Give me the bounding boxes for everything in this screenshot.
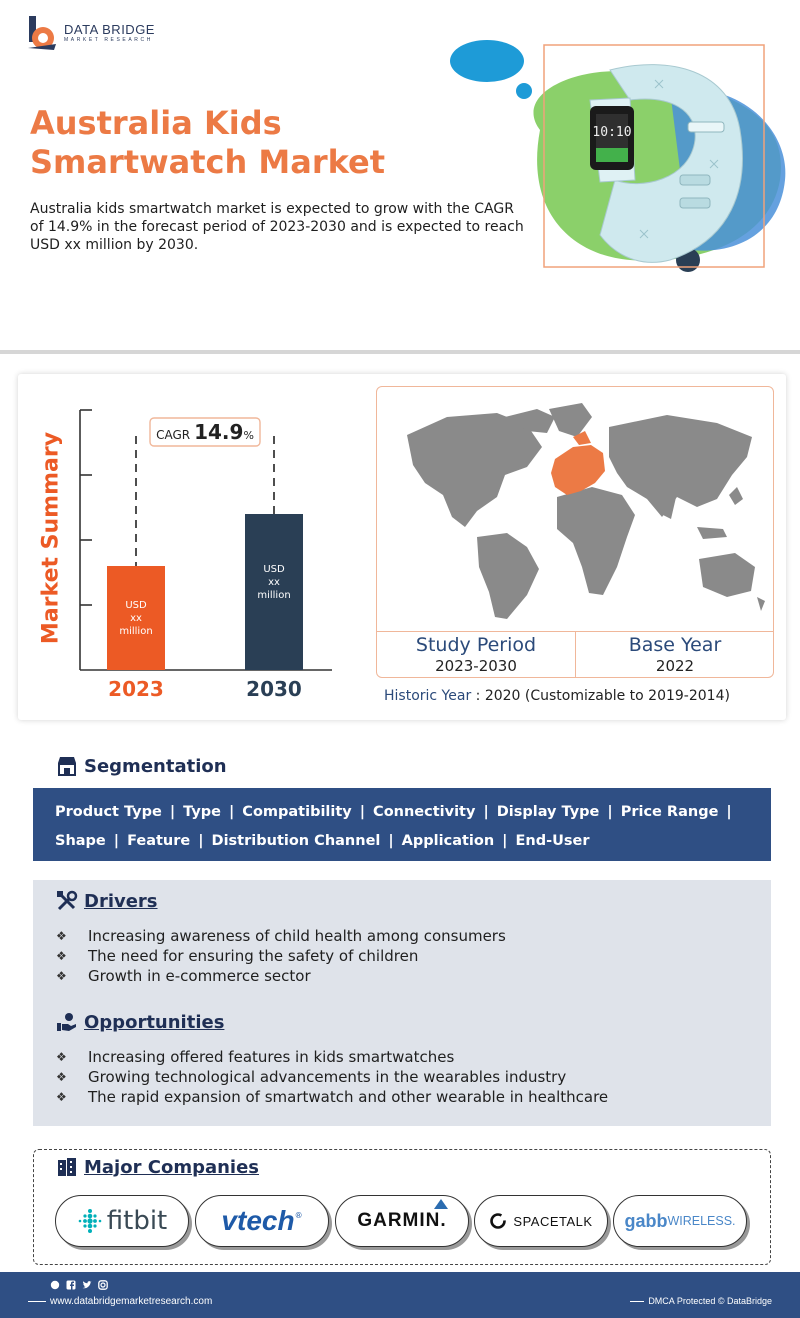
segment-item: Compatibility: [242, 804, 352, 820]
company-spacetalk[interactable]: [474, 1195, 608, 1247]
segment-item: Shape: [55, 833, 106, 849]
section-divider: [0, 350, 800, 354]
company-name: gabb: [624, 1210, 668, 1231]
world-map: [377, 387, 775, 631]
list-item: [56, 1067, 608, 1087]
segment-item: Connectivity: [373, 804, 476, 820]
brand-logo[interactable]: [26, 14, 155, 52]
company-name: vtech: [221, 1205, 295, 1236]
segment-separator: |: [388, 833, 394, 849]
x-tick-label: 2023: [108, 677, 164, 701]
segment-item: Product Type: [55, 804, 162, 820]
opportunities-list: [56, 1047, 608, 1107]
study-period: [377, 633, 575, 675]
diamond-bullet-icon: ❖: [56, 929, 67, 943]
spacetalk-ring-icon: [489, 1212, 507, 1230]
market-summary-label: [36, 418, 66, 658]
historic-year-label: Historic Year: [384, 688, 472, 704]
bar-data-label: USD xx million: [119, 600, 153, 637]
market-summary-text: Market Summary: [38, 431, 64, 645]
company-name-suffix: WIRELESS.: [667, 1214, 736, 1228]
watch-display: 10:10: [592, 125, 632, 140]
historic-year-value: : 2020 (Customizable to 2019-2014): [475, 688, 730, 704]
drivers-title: Drivers: [84, 890, 158, 912]
companies-title: Major Companies: [84, 1156, 260, 1178]
diamond-bullet-icon: ❖: [56, 1050, 67, 1064]
tools-icon: [56, 890, 78, 912]
segment-item: Application: [401, 833, 495, 849]
list-item-text: Growing technological advancements in the wearables industry: [88, 1068, 567, 1086]
segment-separator: |: [726, 804, 732, 820]
base-year-value: 2022: [655, 657, 695, 675]
drivers-list: [56, 926, 506, 986]
list-item: [56, 1087, 608, 1107]
list-item-text: The rapid expansion of smartwatch and other wearable in healthcare: [88, 1088, 609, 1106]
diamond-bullet-icon: ❖: [56, 969, 67, 983]
page-title: Australia Kids Smartwatch Market: [30, 104, 386, 181]
list-item: [56, 966, 506, 986]
segmentation-title: Segmentation: [84, 755, 227, 777]
social-links: [50, 1280, 108, 1290]
dmca-notice: DMCA Protected © DataBridge: [630, 1296, 772, 1306]
segment-item: Display Type: [496, 804, 600, 820]
segment-item: Price Range: [620, 804, 719, 820]
diamond-bullet-icon: ❖: [56, 1070, 67, 1084]
segment-separator: |: [607, 804, 613, 820]
segment-separator: |: [229, 804, 235, 820]
company-garmin[interactable]: [335, 1195, 469, 1247]
historic-year: [384, 688, 730, 704]
twitter-icon[interactable]: [82, 1280, 92, 1290]
list-item-text: The need for ensuring the safety of children: [88, 947, 419, 965]
company-name: SPACETALK: [513, 1213, 593, 1229]
summary-bar-chart: [70, 400, 350, 710]
base-year: [576, 633, 774, 675]
diamond-bullet-icon: ❖: [56, 1090, 67, 1104]
list-item: [56, 1047, 608, 1067]
registered-icon: ®: [294, 1210, 303, 1220]
list-item-text: Growth in e-commerce sector: [88, 967, 311, 985]
world-map-panel: [376, 386, 774, 678]
segment-item: Distribution Channel: [211, 833, 381, 849]
hand-coin-icon: [56, 1011, 78, 1033]
segmentation-row-1: [55, 798, 749, 827]
x-tick-label: 2030: [246, 677, 302, 701]
whatsapp-icon[interactable]: [50, 1280, 60, 1290]
store-icon: [56, 755, 78, 777]
segment-separator: |: [113, 833, 120, 849]
segmentation-heading: [56, 755, 227, 777]
segment-separator: |: [359, 804, 366, 820]
segment-separator: |: [169, 804, 176, 820]
list-item: [56, 926, 506, 946]
base-year-label: Base Year: [628, 634, 722, 656]
buildings-icon: [56, 1156, 78, 1178]
company-name: fitbit: [106, 1206, 168, 1236]
segment-separator: |: [483, 804, 489, 820]
segmentation-row-2: [55, 827, 749, 856]
garmin-triangle-icon: [434, 1199, 448, 1209]
segment-item: Feature: [127, 833, 191, 849]
segment-item: End-User: [515, 833, 590, 849]
bar-data-label: USD xx million: [257, 564, 291, 601]
company-gabb-wireless[interactable]: [613, 1195, 747, 1247]
study-period-value: 2023-2030: [435, 657, 517, 675]
opportunities-title: Opportunities: [84, 1011, 225, 1033]
segment-item: Type: [183, 804, 221, 820]
diamond-bullet-icon: ❖: [56, 949, 67, 963]
company-name: GARMIN.: [357, 1210, 447, 1231]
list-item-text: Increasing awareness of child health among consumers: [88, 927, 506, 945]
drivers-heading: [56, 890, 158, 912]
instagram-icon[interactable]: [98, 1280, 108, 1290]
facebook-icon[interactable]: [66, 1280, 76, 1290]
company-fitbit[interactable]: [55, 1195, 189, 1247]
list-item: [56, 946, 506, 966]
footer: [0, 1272, 800, 1318]
brand-name: DATA BRIDGE: [64, 22, 155, 37]
website-link[interactable]: www.databridgemarketresearch.com: [28, 1296, 212, 1307]
opportunities-heading: [56, 1011, 224, 1033]
company-vtech[interactable]: [195, 1195, 329, 1247]
segment-separator: |: [198, 833, 204, 849]
smartwatch-illustration: [440, 30, 800, 290]
companies-heading: [56, 1156, 259, 1178]
study-period-label: Study Period: [415, 634, 537, 656]
segmentation-list: [33, 788, 771, 861]
brand-subtitle: MARKET RESEARCH: [64, 37, 153, 43]
segment-separator: |: [502, 833, 508, 849]
market-description: Australia kids smartwatch market is expected to grow with the CAGR of 14.9% in the forecast period of 2023-2030 and is expected to reach USD xx million by 2030.: [30, 201, 524, 253]
cagr-text: CAGR 14.9%: [156, 420, 254, 444]
list-item-text: Increasing offered features in kids smartwatches: [88, 1048, 455, 1066]
fitbit-dots-icon: [77, 1208, 103, 1234]
logo-mark-icon: [26, 14, 58, 52]
